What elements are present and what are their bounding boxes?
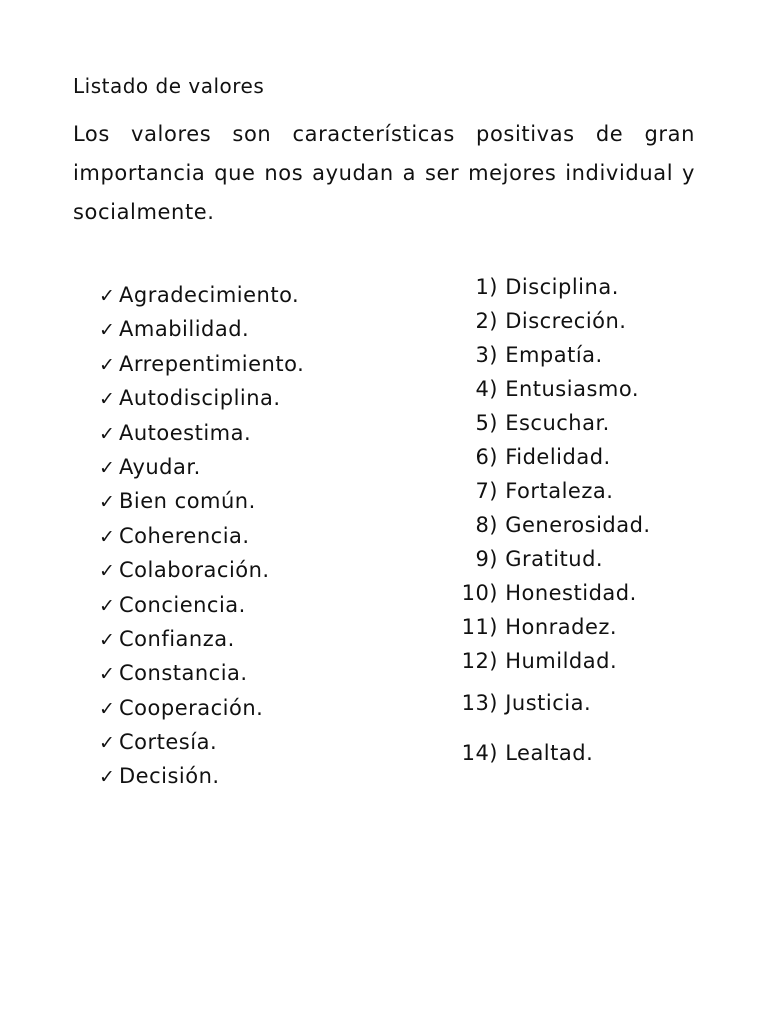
check-icon: ✓	[99, 422, 116, 445]
list-item-label: Decisión.	[119, 764, 220, 789]
list-item-label: Amabilidad.	[119, 317, 250, 342]
list-item	[452, 406, 651, 440]
list-item	[452, 576, 651, 610]
list-item	[99, 416, 304, 450]
list-item	[452, 338, 651, 372]
check-icon: ✓	[99, 560, 116, 583]
checklist-values	[99, 278, 304, 794]
list-item	[99, 347, 304, 381]
list-item	[99, 588, 304, 622]
check-icon: ✓	[99, 594, 116, 617]
list-item	[99, 656, 304, 690]
list-item-number: 13)	[461, 691, 498, 715]
list-item-label: Honradez.	[505, 615, 618, 639]
list-item	[452, 304, 651, 338]
list-item	[99, 519, 304, 553]
list-item-label: Cortesía.	[119, 730, 218, 755]
list-item-label: Ayudar.	[119, 454, 201, 479]
check-icon: ✓	[99, 766, 116, 789]
list-item	[99, 450, 304, 484]
list-item-label: Entusiasmo.	[505, 377, 640, 401]
list-item-label: Fidelidad.	[505, 445, 611, 469]
list-item-label: Humildad.	[505, 649, 618, 673]
list-item-label: Gratitud.	[505, 547, 604, 571]
list-item-number: 2)	[475, 309, 498, 333]
list-item	[99, 691, 304, 725]
list-item-number: 5)	[475, 411, 498, 435]
list-item	[452, 542, 651, 576]
list-item-label: Constancia.	[119, 661, 248, 686]
list-item-label: Fortaleza.	[505, 479, 614, 503]
list-item	[99, 312, 304, 346]
list-item-label: Escuchar.	[505, 411, 610, 435]
list-item-label: Discreción.	[505, 309, 627, 333]
list-item	[99, 622, 304, 656]
list-item	[99, 484, 304, 518]
check-icon: ✓	[99, 456, 116, 479]
list-item-label: Agradecimiento.	[119, 283, 300, 307]
list-item-number: 1)	[475, 275, 498, 299]
list-item-number: 7)	[475, 479, 498, 503]
list-item	[99, 759, 304, 793]
list-item-label: Honestidad.	[505, 581, 637, 605]
list-item	[99, 553, 304, 587]
list-item	[452, 440, 651, 474]
list-item-label: Colaboración.	[119, 558, 270, 583]
list-item-label: Generosidad.	[505, 513, 651, 537]
list-item-number: 8)	[475, 513, 498, 537]
list-item-number: 10)	[461, 581, 498, 605]
list-item	[452, 736, 651, 770]
list-item-number: 14)	[461, 741, 498, 765]
list-item	[452, 372, 651, 406]
list-item	[452, 270, 651, 304]
list-item-label: Arrepentimiento.	[119, 351, 305, 376]
list-item-label: Coherencia.	[119, 523, 250, 548]
list-item-number: 11)	[461, 615, 498, 639]
check-icon: ✓	[99, 319, 116, 342]
list-item-label: Lealtad.	[505, 741, 594, 765]
list-item	[452, 474, 651, 508]
list-item	[452, 686, 651, 736]
list-item-label: Autoestima.	[119, 420, 252, 445]
list-item	[99, 278, 304, 312]
list-item-label: Conciencia.	[119, 592, 246, 617]
check-icon: ✓	[99, 285, 116, 307]
list-item	[452, 644, 651, 686]
numbered-values	[452, 270, 651, 770]
list-item-label: Cooperación.	[119, 695, 264, 720]
list-item-number: 3)	[475, 343, 498, 367]
list-item-label: Confianza.	[119, 626, 235, 651]
check-icon: ✓	[99, 732, 116, 755]
check-icon: ✓	[99, 491, 116, 514]
document-title: Listado de valores	[73, 74, 265, 98]
list-item-number: 9)	[475, 547, 498, 571]
list-item-label: Justicia.	[505, 691, 592, 715]
list-item-label: Disciplina.	[505, 275, 619, 299]
list-item-number: 6)	[475, 445, 498, 469]
list-item	[452, 508, 651, 542]
check-icon: ✓	[99, 628, 116, 651]
check-icon: ✓	[99, 525, 116, 548]
list-item	[99, 381, 304, 415]
list-item-number: 12)	[461, 649, 498, 673]
check-icon: ✓	[99, 388, 116, 411]
list-item-number: 4)	[475, 377, 498, 401]
list-item-label: Autodisciplina.	[119, 386, 281, 411]
check-icon: ✓	[99, 697, 116, 720]
list-item-label: Bien común.	[119, 489, 256, 514]
intro-paragraph: Los valores son características positivas de gran importancia que nos ayudan a ser mejores individual y socialmente.	[73, 122, 695, 224]
list-item	[99, 725, 304, 759]
check-icon: ✓	[99, 353, 116, 376]
list-item-label: Empatía.	[505, 343, 603, 367]
list-item	[452, 610, 651, 644]
check-icon: ✓	[99, 663, 116, 686]
